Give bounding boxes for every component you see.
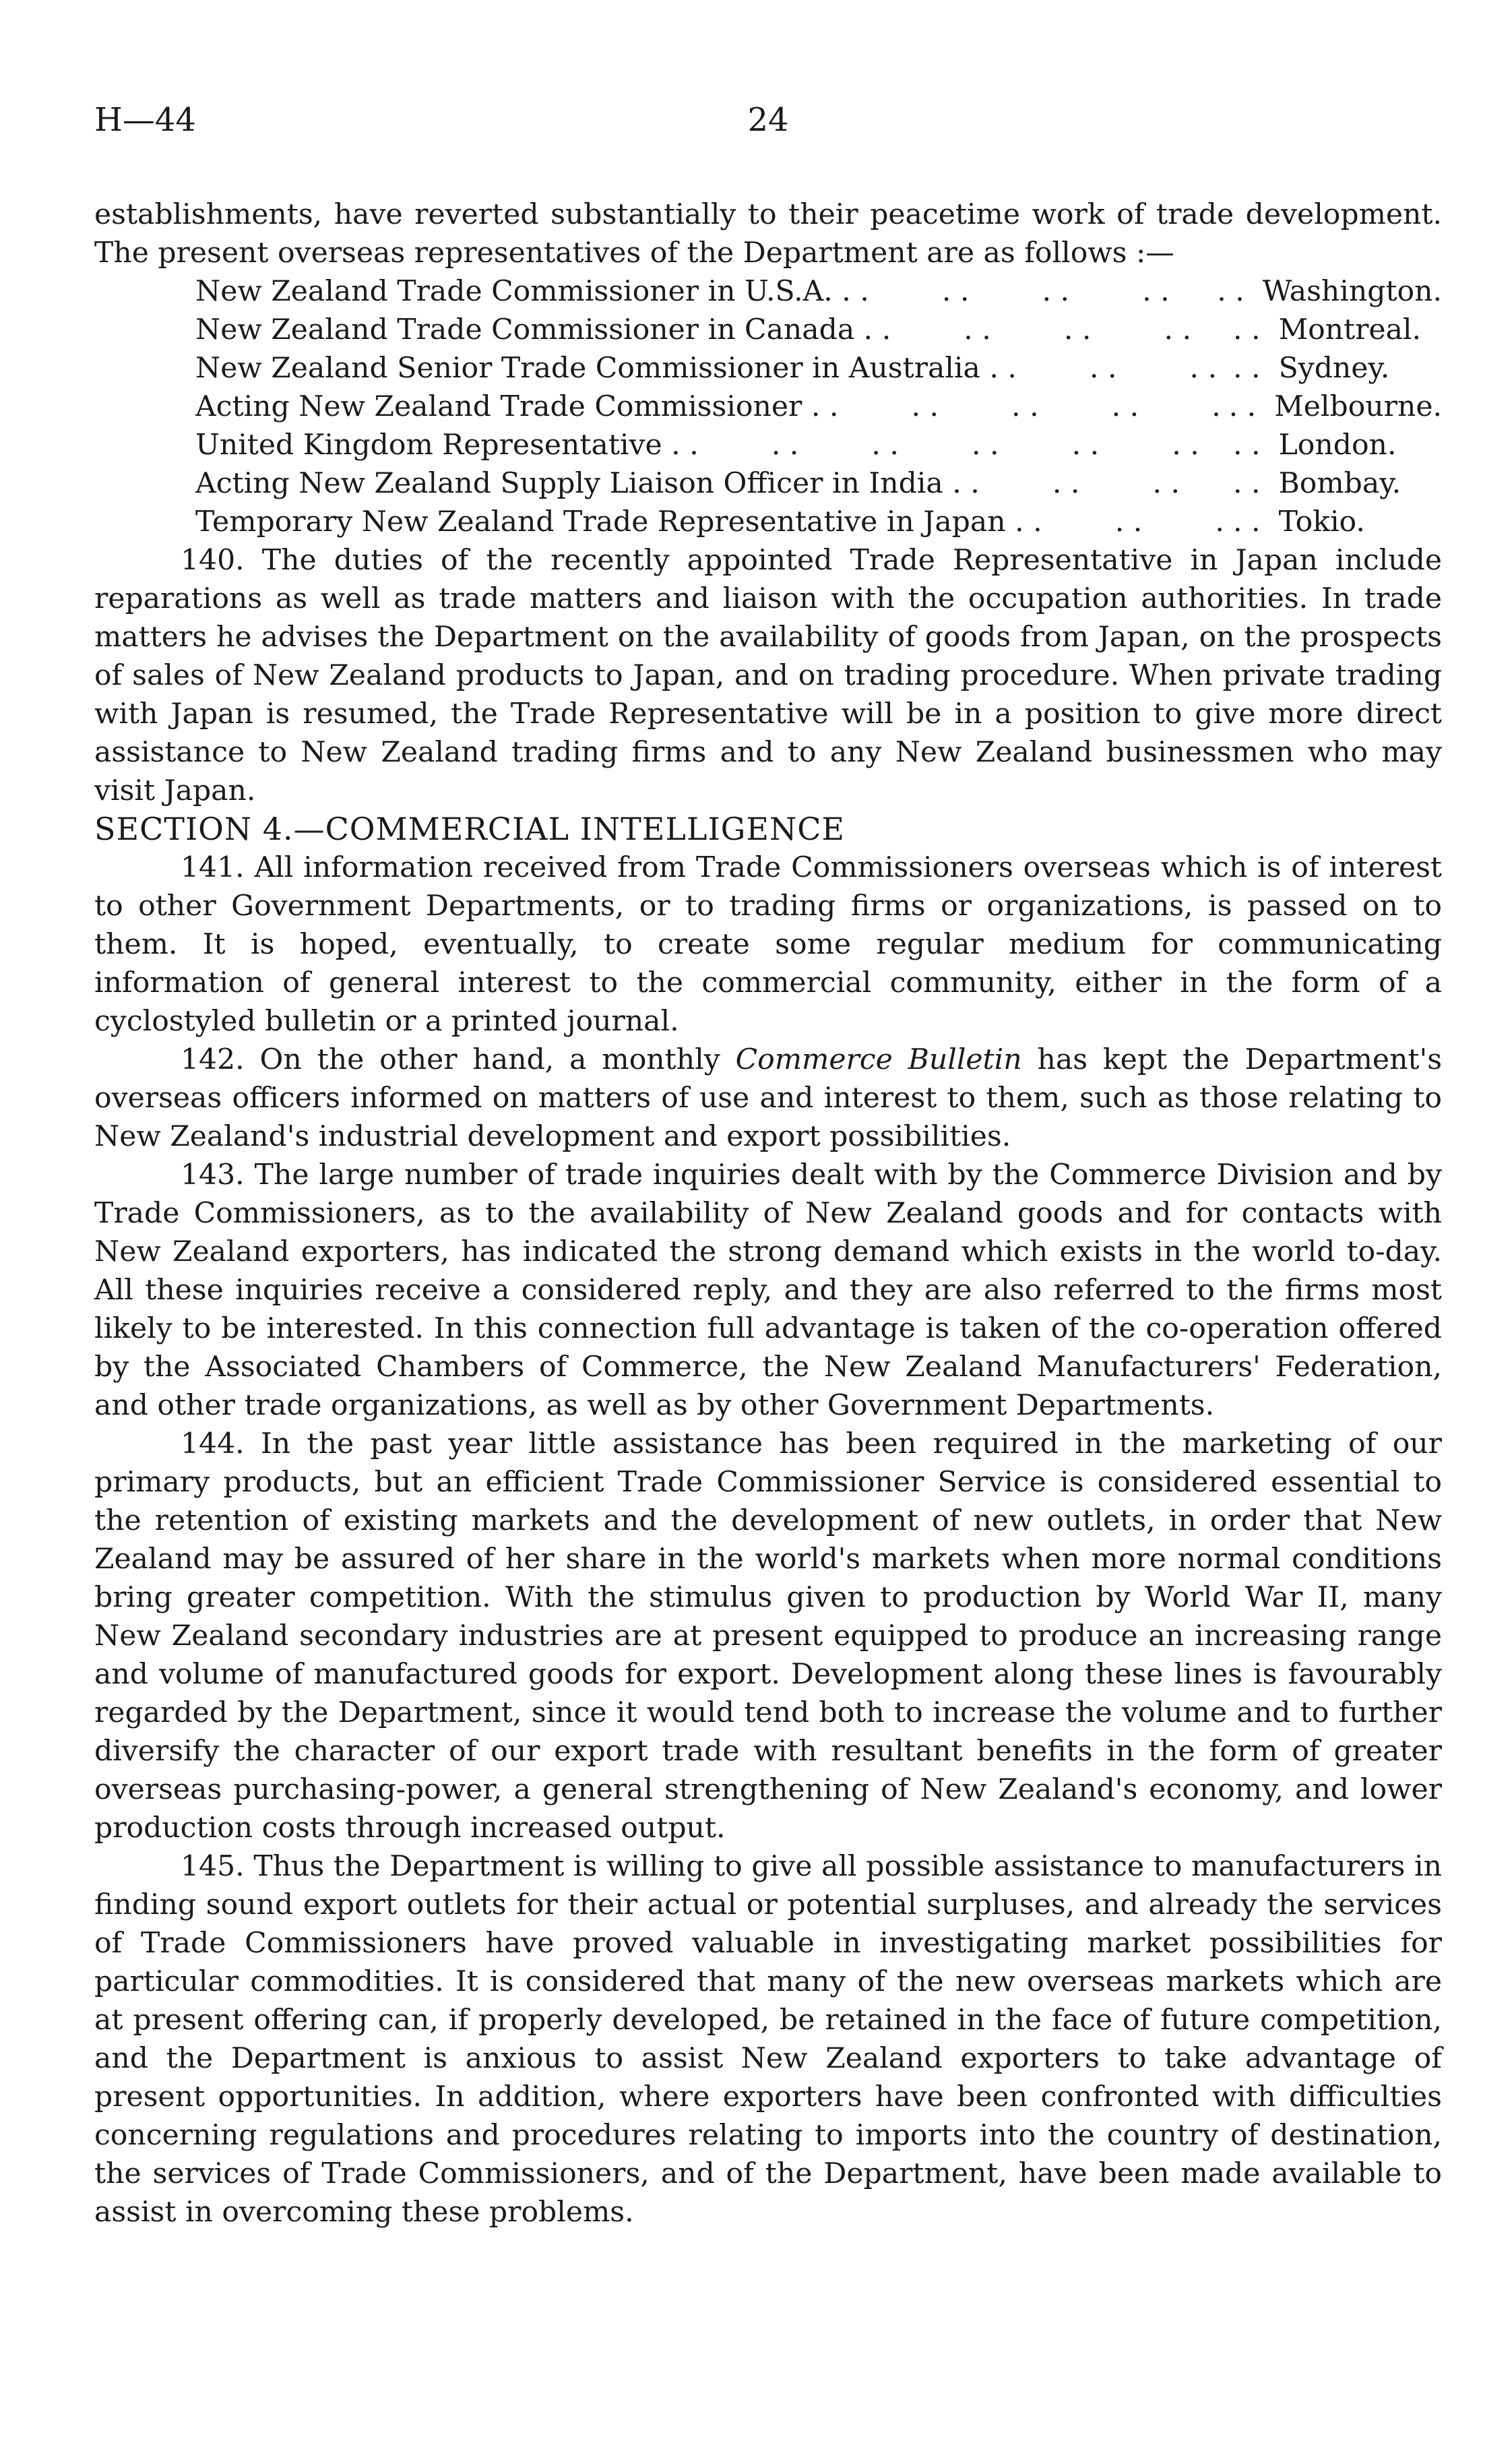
representative-title: New Zealand Senior Trade Commissioner in Australia . . <box>195 349 1233 388</box>
section-heading: SECTION 4.—COMMERCIAL INTELLIGENCE <box>94 811 845 847</box>
intro-paragraph: establishments, have reverted substantially to their peacetime work of trade development. The present overseas representatives of the Department are as follows :— <box>94 198 1442 270</box>
representative-title: New Zealand Trade Commissioner in U.S.A. . . <box>195 272 1217 311</box>
list-item <box>195 272 1442 311</box>
representatives-list <box>195 272 1442 541</box>
paragraph-text: Thus the Department is willing to give all possible assistance to manufacturers in finding sound export outlets for their actual or potential surpluses, and already the services of Trade Commissioners have proved valuable in investigating market possibilities for particular commodities. It is considered that many of the new overseas markets which are at present offering can, if properly developed, be retained in the face of future competition, and the Department is anxious to assist New Zealand exporters to take advantage of present opportunities. In addition, where exporters have been confronted with difficulties concerning regulations and procedures relating to imports into the country of destination, the services of Trade Commissioners, and of the Department, have been made available to assist in overcoming these problems. <box>94 1850 1442 2229</box>
paragraph-141 <box>94 849 1442 1041</box>
page-header <box>94 101 1442 148</box>
list-item <box>195 311 1442 349</box>
paragraph-number: 145. <box>181 1850 245 1883</box>
paragraph-number: 141. <box>181 851 245 884</box>
paragraph-text-before: On the other hand, a monthly <box>259 1043 720 1076</box>
representative-city: . . London. <box>1233 426 1396 464</box>
list-item <box>195 464 1442 503</box>
paragraph-142 <box>94 1041 1442 1156</box>
paragraph-140 <box>94 541 1442 810</box>
paragraph-text-after: has kept the Department's overseas officers informed on matters of use and interest to them, such as those relating to New Zealand's industrial development and export possibilities. <box>94 1043 1443 1153</box>
paragraph-text: The duties of the recently appointed Trade Representative in Japan include reparations as well as trade matters and liaison with the occupation authorities. In trade matters he advises the Department on the availability of goods from Japan, on the prospects of sales of New Zealand products to Japan, and on trading procedure. When private trading with Japan is resumed, the Trade Representative will be in a position to give more direct assistance to New Zealand trading firms and to any New Zealand businessmen who may visit Japan. <box>94 544 1442 807</box>
paragraph-text: All information received from Trade Commissioners overseas which is of interest to other Government Departments, or to trading firms or organizations, is passed on to them. It is hoped, eventually, to create some regular medium for communicating information of general interest to the commercial community, either in the form of a cyclostyled bulletin or a printed journal. <box>94 851 1442 1038</box>
representative-city: . . Washington. <box>1217 272 1442 311</box>
paragraph-text: In the past year little assistance has been required in the marketing of our primary products, but an efficient Trade Commissioner Service is considered essential to the retention of existing markets and the development of new outlets, in order that New Zealand may be assured of her share in the world's markets when more normal conditions bring greater competition. With the stimulus given to production by World War II, many New Zealand secondary industries are at present equipped to produce an increasing range and volume of manufactured goods for export. Development along these lines is favourably regarded by the Department, since it would tend both to increase the volume and to further diversify the character of our export trade with resultant benefits in the form of greater overseas purchasing-power, a general strengthening of New Zealand's economy, and lower production costs through increased output. <box>94 1427 1442 1845</box>
representative-title: Temporary New Zealand Trade Representative in Japan . . <box>195 503 1233 541</box>
paragraph-143 <box>94 1156 1442 1425</box>
representative-title: New Zealand Trade Commissioner in Canada . . <box>195 311 1233 349</box>
representative-title: Acting New Zealand Trade Commissioner . . <box>195 388 1229 426</box>
page-body <box>94 195 1442 2231</box>
paragraph-145 <box>94 1847 1442 2231</box>
document-number: H—44 <box>94 101 196 139</box>
representative-title: Acting New Zealand Supply Liaison Officer in India . . <box>195 464 1233 503</box>
representative-city: . . Melbourne. <box>1229 388 1442 426</box>
list-item <box>195 388 1442 426</box>
paragraph-number: 143. <box>181 1159 245 1192</box>
paragraph-text: The large number of trade inquiries dealt with by the Commerce Division and by Trade Commissioners, as to the availability of New Zealand goods and for contacts with New Zealand exporters, has indicated the strong demand which exists in the world to-day. All these inquiries receive a considered reply, and they are also referred to the firms most likely to be interested. In this connection full advantage is taken of the co-operation offered by the Associated Chambers of Commerce, the New Zealand Manufacturers' Federation, and other trade organizations, as well as by other Government Departments. <box>94 1159 1442 1422</box>
list-item <box>195 349 1442 388</box>
representative-city: . . Sydney. <box>1233 349 1389 388</box>
list-item <box>195 503 1442 541</box>
representative-title: United Kingdom Representative . . <box>195 426 1233 464</box>
page-number: 24 <box>747 101 789 139</box>
paragraph-144 <box>94 1425 1442 1847</box>
paragraph-number: 142. <box>181 1043 245 1076</box>
list-item <box>195 426 1442 464</box>
publication-title: Commerce Bulletin <box>735 1043 1022 1076</box>
representative-city: . . Tokio. <box>1233 503 1365 541</box>
paragraph-number: 144. <box>181 1427 245 1460</box>
representative-city: . . Bombay. <box>1233 464 1401 503</box>
representative-city: . . Montreal. <box>1233 311 1421 349</box>
paragraph-number: 140. <box>181 544 245 577</box>
